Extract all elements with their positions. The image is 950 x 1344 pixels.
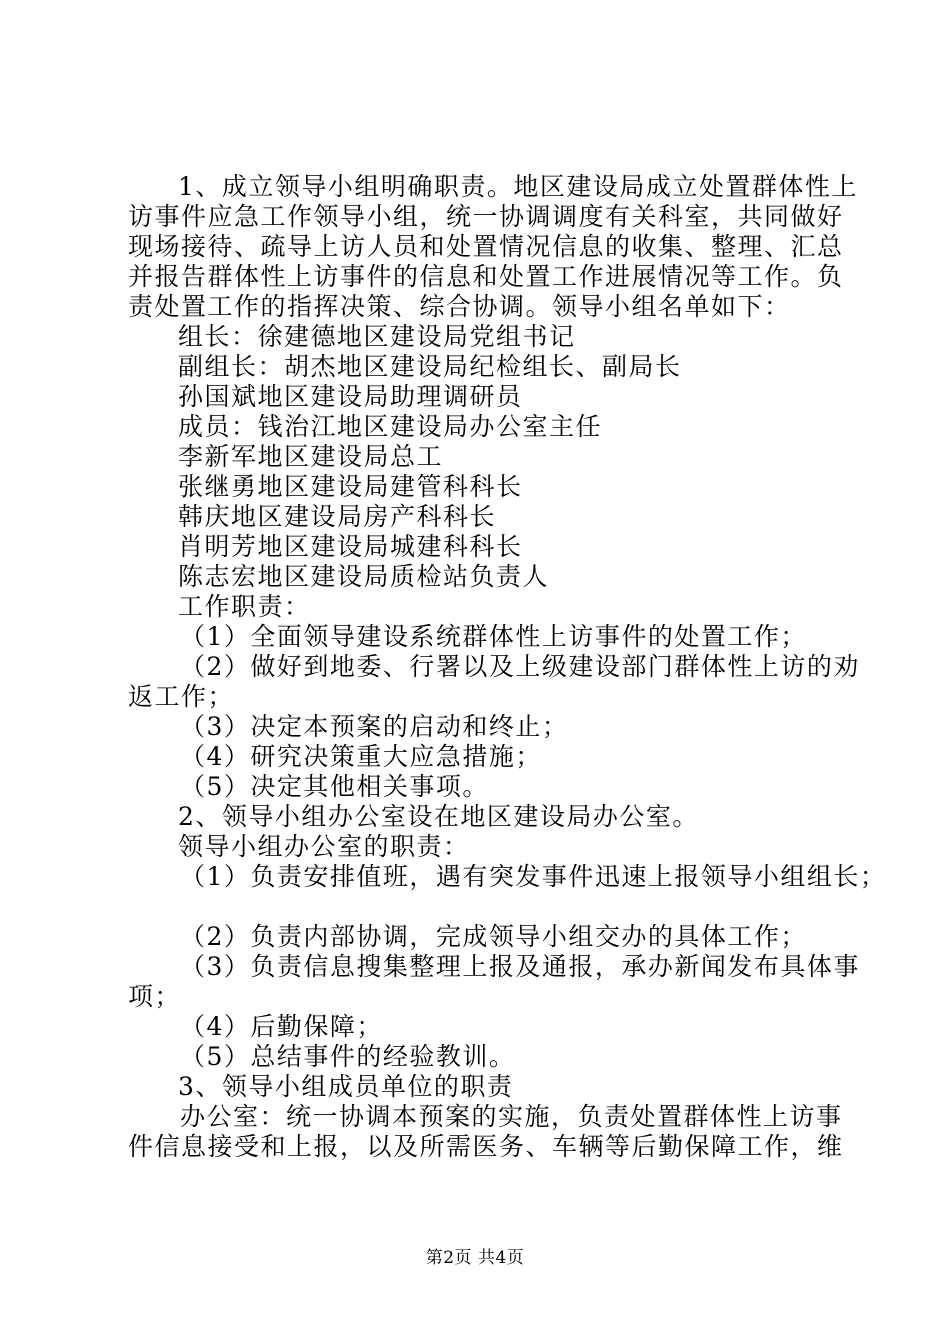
paragraph-line: 访事件应急工作领导小组，统一协调调度有关科室，共同做好 (128, 202, 844, 231)
member-line: 孙国斌地区建设局助理调研员 (178, 382, 523, 411)
section-heading: 工作职责： (178, 592, 311, 621)
paragraph-line: 1、成立领导小组明确职责。地区建设局成立处置群体性上 (178, 172, 858, 201)
paragraph-line: 件信息接受和上报，以及所需医务、车辆等后勤保障工作，维 (128, 1132, 844, 1161)
list-item-continuation: 返工作； (128, 682, 235, 711)
blank-line (128, 892, 848, 922)
list-item: （3）负责信息搜集整理上报及通报，承办新闻发布具体事 (180, 952, 860, 981)
member-line: 韩庆地区建设局房产科科长 (178, 502, 497, 531)
paragraph-line: 3、领导小组成员单位的职责 (178, 1072, 514, 1101)
paragraph-line: 2、领导小组办公室设在地区建设局办公室。 (178, 802, 699, 831)
list-item: （2）负责内部协调，完成领导小组交办的具体工作； (180, 922, 807, 951)
list-item: （1）全面领导建设系统群体性上访事件的处置工作； (180, 622, 807, 651)
list-item: （2）做好到地委、行署以及上级建设部门群体性上访的劝 (180, 652, 860, 681)
list-item-continuation: 项； (128, 982, 182, 1011)
deputy-leader-line: 副组长：胡杰地区建设局纪检组长、副局长 (178, 352, 682, 381)
paragraph-line: 责处置工作的指挥决策、综合协调。领导小组名单如下： (128, 292, 791, 321)
member-line: 成员：钱治江地区建设局办公室主任 (178, 412, 603, 441)
list-item: （1）负责安排值班，遇有突发事件迅速上报领导小组组长； (180, 862, 887, 891)
member-line: 肖明芳地区建设局城建科科长 (178, 532, 523, 561)
member-line: 陈志宏地区建设局质检站负责人 (178, 562, 550, 591)
leader-line: 组长：徐建德地区建设局党组书记 (178, 322, 576, 351)
list-item: （4）后勤保障； (180, 1012, 383, 1041)
page-footer: 第2页 共4页 (425, 1248, 525, 1268)
list-item: （4）研究决策重大应急措施； (180, 742, 542, 771)
section-heading: 领导小组办公室的职责： (178, 832, 470, 861)
paragraph-line: 并报告群体性上访事件的信息和处置工作进展情况等工作。负 (128, 262, 844, 291)
document-body (128, 172, 887, 1162)
paragraph-line: 办公室：统一协调本预案的实施，负责处置群体性上访事 (180, 1102, 843, 1131)
member-line: 张继勇地区建设局建管科科长 (178, 472, 523, 501)
list-item: （5）决定其他相关事项。 (180, 772, 489, 801)
paragraph-line: 现场接待、疏导上访人员和处置情况信息的收集、整理、汇总 (128, 232, 844, 261)
list-item: （5）总结事件的经验教训。 (180, 1042, 516, 1071)
list-item: （3）决定本预案的启动和终止； (180, 712, 569, 741)
member-line: 李新军地区建设局总工 (178, 442, 444, 471)
